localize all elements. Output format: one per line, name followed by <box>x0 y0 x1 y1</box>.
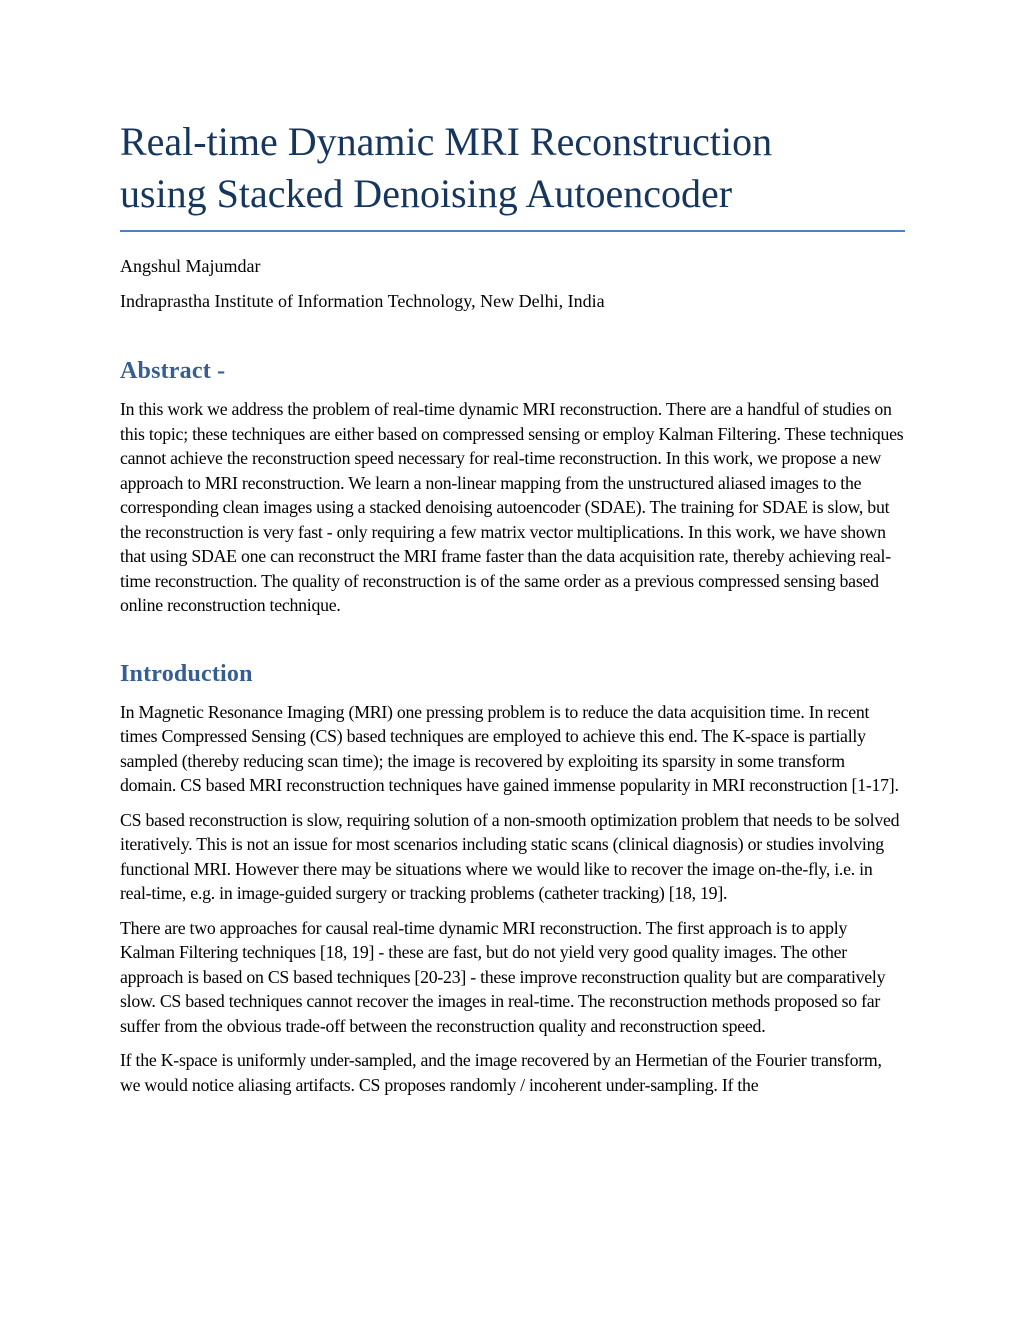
introduction-paragraph-1: In Magnetic Resonance Imaging (MRI) one pressing problem is to reduce the data acquisition time. In recent times Compressed Sensing (CS) based techniques are employed to achieve this end. The K-space is partially sampled (thereby reducing scan time); the image is recovered by exploiting its sparsity in some transform domain. CS based MRI reconstruction techniques have gained immense popularity in MRI reconstruction [1-17]. <box>120 701 899 795</box>
author-name: Angshul Majumdar <box>120 256 261 276</box>
section-introduction <box>120 660 905 1098</box>
affiliation: Indraprastha Institute of Information Technology, New Delhi, India <box>120 290 605 311</box>
introduction-paragraph-3: There are two approaches for causal real-time dynamic MRI reconstruction. The first approach is to apply Kalman Filtering techniques [18, 19] - these are fast, but do not yield very good quality images. The other approach is based on CS based techniques [20-23] - these improve reconstruction quality but are comparatively slow. CS based techniques cannot recover the images in real-time. The reconstruction methods proposed so far suffer from the obvious trade-off between the reconstruction quality and reconstruction speed. <box>120 917 886 1036</box>
introduction-heading: Introduction <box>120 660 253 687</box>
section-abstract <box>120 357 905 618</box>
page-title <box>120 116 905 232</box>
abstract-paragraph: In this work we address the problem of real-time dynamic MRI reconstruction. There are a handful of studies on this topic; these techniques are either based on compressed sensing or employ Kalman Filtering. These techniques cannot achieve the reconstruction speed necessary for real-time reconstruction. In this work, we propose a new approach to MRI reconstruction. We learn a non-linear mapping from the unstructured aliased images to the corresponding clean images using a stacked denoising autoencoder (SDAE). The training for SDAE is slow, but the reconstruction is very fast - only requiring a few matrix vector multiplications. In this work, we have shown that using SDAE one can reconstruct the MRI frame faster than the data acquisition rate, thereby achieving real-time reconstruction. The quality of reconstruction is of the same order as a previous compressed sensing based online reconstruction technique. <box>120 399 904 615</box>
page-title-line-1: Real-time Dynamic MRI Reconstruction <box>120 119 773 164</box>
introduction-paragraph-2: CS based reconstruction is slow, requiring solution of a non-smooth optimization problem that needs to be solved iteratively. This is not an issue for most scenarios including static scans (clinical diagnosis) or studies involving functional MRI. However there may be situations where we would like to recover the image on-the-fly, i.e. in real-time, e.g. in image-guided surgery or tracking problems (catheter tracking) [18, 19]. <box>120 809 900 903</box>
abstract-heading: Abstract - <box>120 358 226 384</box>
introduction-paragraph-4: If the K-space is uniformly under-sampled, and the image recovered by an Hermetian of the Fourier transform, we would notice aliasing artifacts. CS proposes randomly / incoherent under-sampling. If the <box>120 1050 882 1095</box>
page-title-line-2: using Stacked Denoising Autoencoder <box>120 171 733 216</box>
